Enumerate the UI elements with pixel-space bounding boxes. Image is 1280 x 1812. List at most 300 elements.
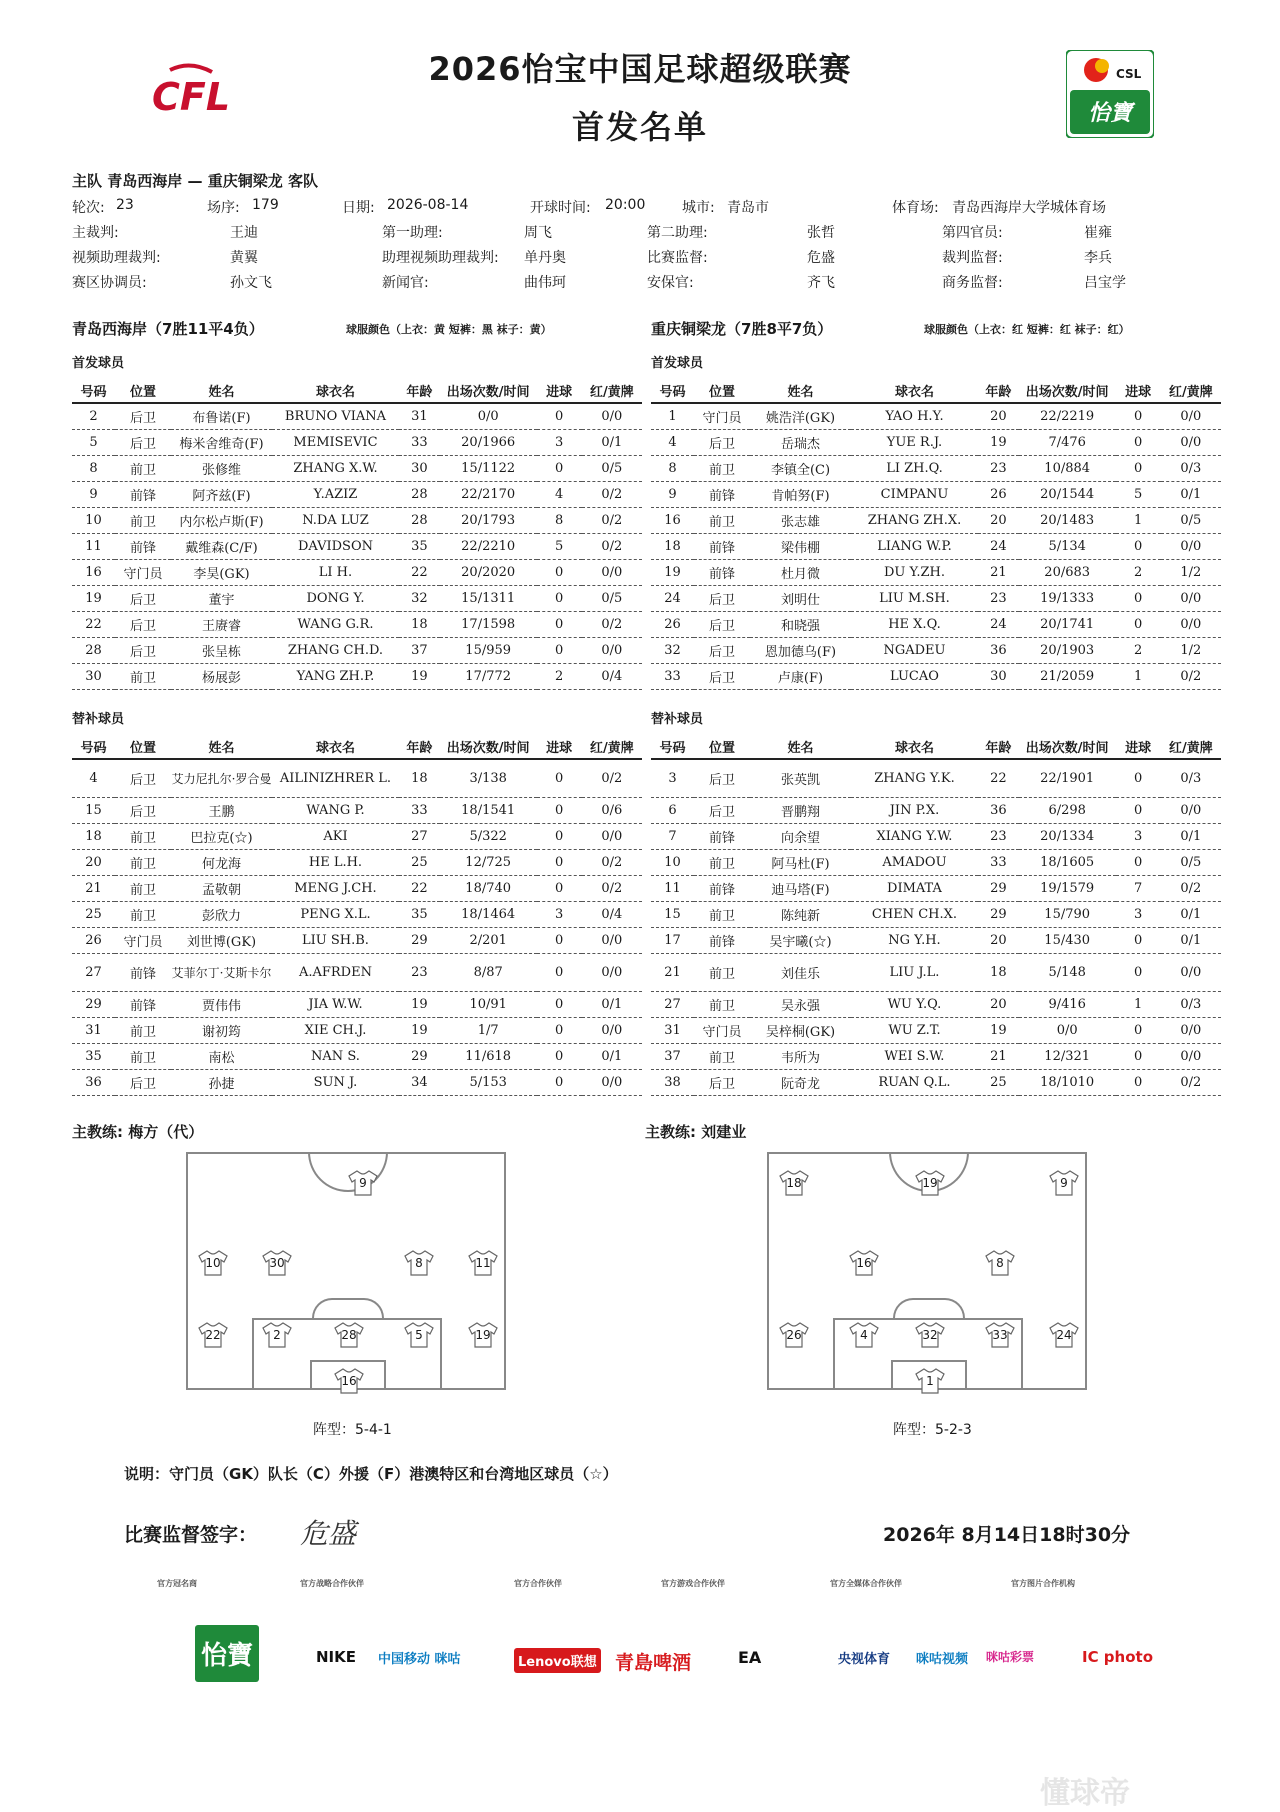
- player-cell: 18: [651, 534, 694, 560]
- player-row: [651, 992, 1221, 1018]
- column-header: 号码: [72, 378, 115, 403]
- penalty-arc: [893, 1298, 965, 1318]
- home-label: 主队: [72, 172, 103, 190]
- player-cell: 后卫: [694, 759, 750, 798]
- player-cell: 1/2: [1161, 560, 1221, 586]
- player-cell: 29: [72, 992, 115, 1018]
- player-cell: 11: [72, 534, 115, 560]
- column-header: 球衣名: [272, 378, 399, 403]
- player-cell: LI ZH.Q.: [851, 456, 978, 482]
- column-header: 位置: [115, 378, 171, 403]
- player-cell: LIU J.L.: [851, 954, 978, 992]
- player-cell: 24: [651, 586, 694, 612]
- player-cell: 吴梓桐(GK): [750, 1018, 851, 1044]
- player-cell: 16: [651, 508, 694, 534]
- player-cell: 0/2: [582, 482, 642, 508]
- player-cell: 0/2: [582, 612, 642, 638]
- official-name: 王迪: [230, 225, 258, 241]
- player-cell: 张英凯: [750, 759, 851, 798]
- player-cell: 前卫: [115, 1044, 171, 1070]
- column-header: 年龄: [399, 378, 440, 403]
- player-cell: 守门员: [694, 1018, 750, 1044]
- player-cell: 后卫: [115, 638, 171, 664]
- jersey-icon: [334, 1322, 364, 1348]
- player-cell: 前卫: [115, 664, 171, 690]
- player-cell: 后卫: [694, 586, 750, 612]
- player-cell: 吴永强: [750, 992, 851, 1018]
- player-cell: 陈纯新: [750, 902, 851, 928]
- player-row: [72, 430, 642, 456]
- jersey-number: 2: [273, 1328, 281, 1342]
- player-row: [651, 534, 1221, 560]
- player-cell: 前卫: [115, 1018, 171, 1044]
- player-cell: YAO H.Y.: [851, 403, 978, 430]
- player-cell: 0/2: [582, 534, 642, 560]
- home-team-name: 青岛西海岸: [107, 172, 183, 190]
- player-cell: 0: [537, 759, 582, 798]
- player-cell: 梁伟棚: [750, 534, 851, 560]
- player-cell: 孟敬朝: [171, 876, 272, 902]
- team-separator: —: [187, 172, 203, 190]
- player-cell: 0: [537, 992, 582, 1018]
- player-cell: 0: [537, 850, 582, 876]
- column-header: 年龄: [399, 734, 440, 759]
- player-cell: RUAN Q.L.: [851, 1070, 978, 1096]
- away-subs-table: [651, 734, 1221, 1096]
- player-cell: 0: [537, 560, 582, 586]
- jersey-icon: [404, 1322, 434, 1348]
- player-cell: BRUNO VIANA: [272, 403, 399, 430]
- jersey-number: 5: [415, 1328, 423, 1342]
- player-cell: LIU SH.B.: [272, 928, 399, 954]
- player-cell: 18/1541: [440, 798, 537, 824]
- player-cell: 0/0: [1161, 403, 1221, 430]
- player-cell: 0: [537, 798, 582, 824]
- sponsor-logo: Lenovo联想: [514, 1648, 601, 1673]
- player-row: [651, 1018, 1221, 1044]
- player-cell: 15/430: [1019, 928, 1116, 954]
- player-cell: 1: [651, 403, 694, 430]
- player-cell: 肯帕努(F): [750, 482, 851, 508]
- player-cell: 15: [72, 798, 115, 824]
- player-cell: 前锋: [694, 534, 750, 560]
- player-cell: 27: [651, 992, 694, 1018]
- player-cell: 0: [1116, 1018, 1161, 1044]
- column-header: 年龄: [978, 734, 1019, 759]
- player-cell: 杜月微: [750, 560, 851, 586]
- player-cell: A.AFRDEN: [272, 954, 399, 992]
- player-cell: 22/2210: [440, 534, 537, 560]
- officials-row: [72, 222, 1222, 247]
- player-cell: XIE CH.J.: [272, 1018, 399, 1044]
- player-cell: 戴维森(C/F): [171, 534, 272, 560]
- player-cell: 前锋: [694, 482, 750, 508]
- player-cell: YANG ZH.P.: [272, 664, 399, 690]
- player-cell: 2: [1116, 638, 1161, 664]
- player-cell: WANG P.: [272, 798, 399, 824]
- player-cell: 前卫: [694, 456, 750, 482]
- player-cell: XIANG Y.W.: [851, 824, 978, 850]
- player-cell: 0/0: [1161, 1044, 1221, 1070]
- player-cell: 王鹏: [171, 798, 272, 824]
- player-cell: 内尔松卢斯(F): [171, 508, 272, 534]
- player-cell: 21: [72, 876, 115, 902]
- player-cell: 30: [978, 664, 1019, 690]
- player-cell: 9/416: [1019, 992, 1116, 1018]
- player-cell: 18/1010: [1019, 1070, 1116, 1096]
- player-cell: 0/1: [582, 430, 642, 456]
- player-cell: 0/0: [1161, 954, 1221, 992]
- player-cell: 0: [537, 586, 582, 612]
- player-cell: 3: [537, 430, 582, 456]
- away-team-header: 重庆铜梁龙（7胜8平7负）: [651, 320, 833, 338]
- player-cell: 前锋: [694, 824, 750, 850]
- player-cell: 19/1333: [1019, 586, 1116, 612]
- official-role: 比赛监督:: [647, 250, 708, 266]
- player-cell: 阿齐兹(F): [171, 482, 272, 508]
- player-cell: 晋鹏翔: [750, 798, 851, 824]
- player-cell: 26: [651, 612, 694, 638]
- player-cell: 31: [651, 1018, 694, 1044]
- column-header: 姓名: [750, 378, 851, 403]
- player-cell: 艾菲尔丁·艾斯卡尔: [171, 954, 272, 992]
- player-row: [651, 1070, 1221, 1096]
- player-cell: YUE R.J.: [851, 430, 978, 456]
- jersey-number: 11: [475, 1256, 491, 1270]
- player-cell: 南松: [171, 1044, 272, 1070]
- player-row: [651, 928, 1221, 954]
- player-cell: 36: [72, 1070, 115, 1096]
- player-cell: 37: [651, 1044, 694, 1070]
- signature-datetime: 2026年 8月14日18时30分: [883, 1524, 1131, 1546]
- player-cell: ZHANG Y.K.: [851, 759, 978, 798]
- player-cell: 22: [978, 759, 1019, 798]
- jersey-number: 9: [1060, 1176, 1068, 1190]
- player-cell: 20: [72, 850, 115, 876]
- official-name: 曲伟珂: [524, 275, 566, 291]
- player-cell: 30: [399, 456, 440, 482]
- jersey-icon: [198, 1322, 228, 1348]
- jersey-icon: [915, 1322, 945, 1348]
- player-cell: HE L.H.: [272, 850, 399, 876]
- player-cell: 8: [651, 456, 694, 482]
- player-cell: 8: [72, 456, 115, 482]
- player-cell: 5: [1116, 482, 1161, 508]
- player-cell: 前卫: [115, 902, 171, 928]
- column-header: 出场次数/时间: [440, 378, 537, 403]
- sponsor-category: 官方游戏合作伙伴: [661, 1579, 725, 1588]
- legend-note: 说明：守门员（GK）队长（C）外援（F）港澳特区和台湾地区球员（☆）: [124, 1465, 618, 1483]
- player-cell: 4: [537, 482, 582, 508]
- signature-handwriting: 危盛: [300, 1517, 357, 1550]
- jersey-number: 1: [926, 1374, 934, 1388]
- player-cell: 19: [399, 664, 440, 690]
- player-cell: 11/618: [440, 1044, 537, 1070]
- player-cell: 18: [399, 612, 440, 638]
- player-cell: 16: [72, 560, 115, 586]
- jersey-icon: [198, 1250, 228, 1276]
- table-header-row: [72, 378, 642, 403]
- player-cell: 33: [978, 850, 1019, 876]
- column-header: 球衣名: [851, 378, 978, 403]
- player-cell: 0/2: [582, 876, 642, 902]
- player-cell: 吴宇曦(☆): [750, 928, 851, 954]
- player-cell: 1/7: [440, 1018, 537, 1044]
- player-row: [72, 954, 642, 992]
- player-row: [72, 456, 642, 482]
- player-cell: 前卫: [694, 954, 750, 992]
- player-cell: 0: [1116, 612, 1161, 638]
- jersey-icon: [348, 1170, 378, 1196]
- player-cell: DU Y.ZH.: [851, 560, 978, 586]
- official-role: 赛区协调员:: [72, 275, 147, 291]
- player-cell: 后卫: [115, 586, 171, 612]
- player-cell: 贾伟伟: [171, 992, 272, 1018]
- player-cell: 0/5: [582, 456, 642, 482]
- jersey-number: 8: [415, 1256, 423, 1270]
- date-label: 日期:: [342, 200, 375, 216]
- player-cell: 29: [399, 1044, 440, 1070]
- player-cell: 23: [978, 586, 1019, 612]
- player-row: [72, 664, 642, 690]
- player-cell: 23: [978, 456, 1019, 482]
- player-cell: 15: [651, 902, 694, 928]
- player-row: [651, 876, 1221, 902]
- column-header: 号码: [651, 378, 694, 403]
- player-cell: 0/4: [582, 902, 642, 928]
- player-cell: 后卫: [694, 664, 750, 690]
- player-row: [72, 586, 642, 612]
- player-cell: 前卫: [694, 902, 750, 928]
- player-cell: 0: [1116, 928, 1161, 954]
- player-cell: 后卫: [115, 430, 171, 456]
- player-cell: 后卫: [115, 403, 171, 430]
- jersey-icon: [262, 1250, 292, 1276]
- player-row: [72, 928, 642, 954]
- player-cell: 韦所为: [750, 1044, 851, 1070]
- player-cell: JIA W.W.: [272, 992, 399, 1018]
- jersey-number: 16: [341, 1374, 357, 1388]
- cfl-logo-text: CFL: [152, 75, 231, 119]
- player-cell: 李镇全(C): [750, 456, 851, 482]
- player-cell: 31: [399, 403, 440, 430]
- player-cell: 31: [72, 1018, 115, 1044]
- player-cell: 9: [72, 482, 115, 508]
- jersey-number: 8: [996, 1256, 1004, 1270]
- player-row: [72, 1018, 642, 1044]
- player-cell: 19: [72, 586, 115, 612]
- player-cell: 0: [537, 456, 582, 482]
- player-cell: 0/5: [1161, 850, 1221, 876]
- player-cell: 20: [978, 928, 1019, 954]
- column-header: 年龄: [978, 378, 1019, 403]
- player-cell: 0/0: [1161, 798, 1221, 824]
- kickoff-label: 开球时间:: [530, 200, 591, 216]
- page-title: 2026怡宝中国足球超级联赛: [428, 50, 852, 88]
- column-header: 进球: [537, 734, 582, 759]
- official-role: 裁判监督:: [942, 250, 1003, 266]
- player-row: [651, 403, 1221, 430]
- jersey-icon: [915, 1368, 945, 1394]
- player-cell: LI H.: [272, 560, 399, 586]
- player-cell: 0: [537, 638, 582, 664]
- player-cell: MENG J.CH.: [272, 876, 399, 902]
- player-cell: 10/91: [440, 992, 537, 1018]
- player-cell: NG Y.H.: [851, 928, 978, 954]
- column-header: 出场次数/时间: [440, 734, 537, 759]
- player-row: [651, 664, 1221, 690]
- player-cell: 彭欣力: [171, 902, 272, 928]
- player-cell: 0/0: [582, 954, 642, 992]
- column-header: 红/黄牌: [582, 378, 642, 403]
- player-cell: 1/2: [1161, 638, 1221, 664]
- player-cell: 张修维: [171, 456, 272, 482]
- jersey-number: 9: [359, 1176, 367, 1190]
- sponsor-category: 官方合作伙伴: [514, 1579, 562, 1588]
- sponsor-logo: 央视体育: [838, 1652, 891, 1667]
- player-cell: 28: [72, 638, 115, 664]
- home-formation-pitch: [186, 1152, 506, 1390]
- home-subs-table: [72, 734, 642, 1096]
- player-cell: 0: [537, 612, 582, 638]
- official-role: 新闻官:: [382, 275, 429, 291]
- player-cell: 0/2: [1161, 1070, 1221, 1096]
- jersey-icon: [468, 1250, 498, 1276]
- sponsor-logo: 青島啤酒: [615, 1652, 692, 1674]
- player-cell: 0/3: [1161, 456, 1221, 482]
- official-name: 危盛: [807, 250, 835, 266]
- player-cell: 17/772: [440, 664, 537, 690]
- jersey-number: 32: [922, 1328, 938, 1342]
- jersey-number: 19: [475, 1328, 491, 1342]
- away-coach: 主教练: 刘建业: [645, 1123, 747, 1141]
- player-cell: 0: [537, 876, 582, 902]
- jersey-icon: [849, 1250, 879, 1276]
- player-cell: 38: [651, 1070, 694, 1096]
- player-cell: 布鲁诺(F): [171, 403, 272, 430]
- player-cell: 谢初筠: [171, 1018, 272, 1044]
- jersey-number: 30: [269, 1256, 285, 1270]
- player-cell: 0/1: [1161, 902, 1221, 928]
- player-row: [72, 560, 642, 586]
- player-cell: 前卫: [115, 824, 171, 850]
- player-cell: 35: [72, 1044, 115, 1070]
- csl-logo-text: CSL: [1116, 67, 1142, 81]
- player-cell: 0: [1116, 430, 1161, 456]
- column-header: 球衣名: [272, 734, 399, 759]
- sponsor-logo: IC photo: [1082, 1648, 1154, 1666]
- away-team-name: 重庆铜梁龙: [207, 172, 283, 190]
- player-cell: 0/0: [1161, 586, 1221, 612]
- player-cell: 前卫: [115, 508, 171, 534]
- player-cell: 20/1966: [440, 430, 537, 456]
- player-cell: 阮奇龙: [750, 1070, 851, 1096]
- column-header: 出场次数/时间: [1019, 734, 1116, 759]
- player-cell: 0: [1116, 798, 1161, 824]
- player-cell: 27: [72, 954, 115, 992]
- player-cell: 15/790: [1019, 902, 1116, 928]
- player-cell: 0/0: [582, 824, 642, 850]
- official-name: 崔雍: [1084, 225, 1112, 241]
- player-cell: 19: [399, 1018, 440, 1044]
- player-cell: 6: [651, 798, 694, 824]
- player-cell: NAN S.: [272, 1044, 399, 1070]
- player-cell: 20/2020: [440, 560, 537, 586]
- player-cell: 0/6: [582, 798, 642, 824]
- player-cell: 0: [1116, 403, 1161, 430]
- sponsor-logo: 咪咕视频: [916, 1652, 969, 1667]
- player-cell: 5: [537, 534, 582, 560]
- player-cell: 19/1579: [1019, 876, 1116, 902]
- column-header: 红/黄牌: [1161, 734, 1221, 759]
- player-cell: 12/725: [440, 850, 537, 876]
- player-cell: 5/134: [1019, 534, 1116, 560]
- officials-row: [72, 247, 1222, 272]
- column-header: 出场次数/时间: [1019, 378, 1116, 403]
- player-cell: 0/0: [582, 1070, 642, 1096]
- player-cell: 0/3: [1161, 992, 1221, 1018]
- player-cell: 20/1793: [440, 508, 537, 534]
- player-cell: 12/321: [1019, 1044, 1116, 1070]
- player-cell: 29: [978, 902, 1019, 928]
- player-cell: 20/1903: [1019, 638, 1116, 664]
- player-cell: 0: [537, 954, 582, 992]
- player-cell: 王赓睿: [171, 612, 272, 638]
- player-row: [651, 798, 1221, 824]
- player-cell: 巴拉克(☆): [171, 824, 272, 850]
- player-cell: 18/1605: [1019, 850, 1116, 876]
- player-row: [72, 992, 642, 1018]
- player-cell: 0/5: [582, 586, 642, 612]
- official-role: 助理视频助理裁判:: [382, 250, 499, 266]
- player-cell: 10/884: [1019, 456, 1116, 482]
- player-cell: 0/0: [1161, 430, 1221, 456]
- player-cell: 守门员: [115, 928, 171, 954]
- player-cell: 30: [72, 664, 115, 690]
- player-cell: 21: [978, 1044, 1019, 1070]
- player-row: [72, 824, 642, 850]
- player-cell: 17/1598: [440, 612, 537, 638]
- official-role: 第四官员:: [942, 225, 1003, 241]
- column-header: 姓名: [171, 378, 272, 403]
- player-cell: 刘明仕: [750, 586, 851, 612]
- player-cell: MEMISEVIC: [272, 430, 399, 456]
- player-cell: 10: [651, 850, 694, 876]
- player-cell: 21/2059: [1019, 664, 1116, 690]
- player-cell: 25: [399, 850, 440, 876]
- player-cell: 4: [72, 759, 115, 798]
- player-row: [651, 850, 1221, 876]
- jersey-number: 24: [1056, 1328, 1072, 1342]
- player-cell: LIANG W.P.: [851, 534, 978, 560]
- jersey-icon: [262, 1322, 292, 1348]
- player-cell: 1: [1116, 508, 1161, 534]
- player-cell: 3: [1116, 824, 1161, 850]
- player-cell: 0/0: [1161, 534, 1221, 560]
- player-cell: Y.AZIZ: [272, 482, 399, 508]
- player-cell: 22/1901: [1019, 759, 1116, 798]
- player-cell: HE X.Q.: [851, 612, 978, 638]
- player-cell: 22: [72, 612, 115, 638]
- match-info: [72, 197, 1222, 297]
- player-cell: 0/1: [1161, 824, 1221, 850]
- player-cell: 19: [399, 992, 440, 1018]
- player-cell: 33: [399, 798, 440, 824]
- official-name: 李兵: [1084, 250, 1112, 266]
- player-cell: 0/0: [1161, 612, 1221, 638]
- player-cell: AMADOU: [851, 850, 978, 876]
- sponsor-category: 官方冠名商: [157, 1579, 197, 1588]
